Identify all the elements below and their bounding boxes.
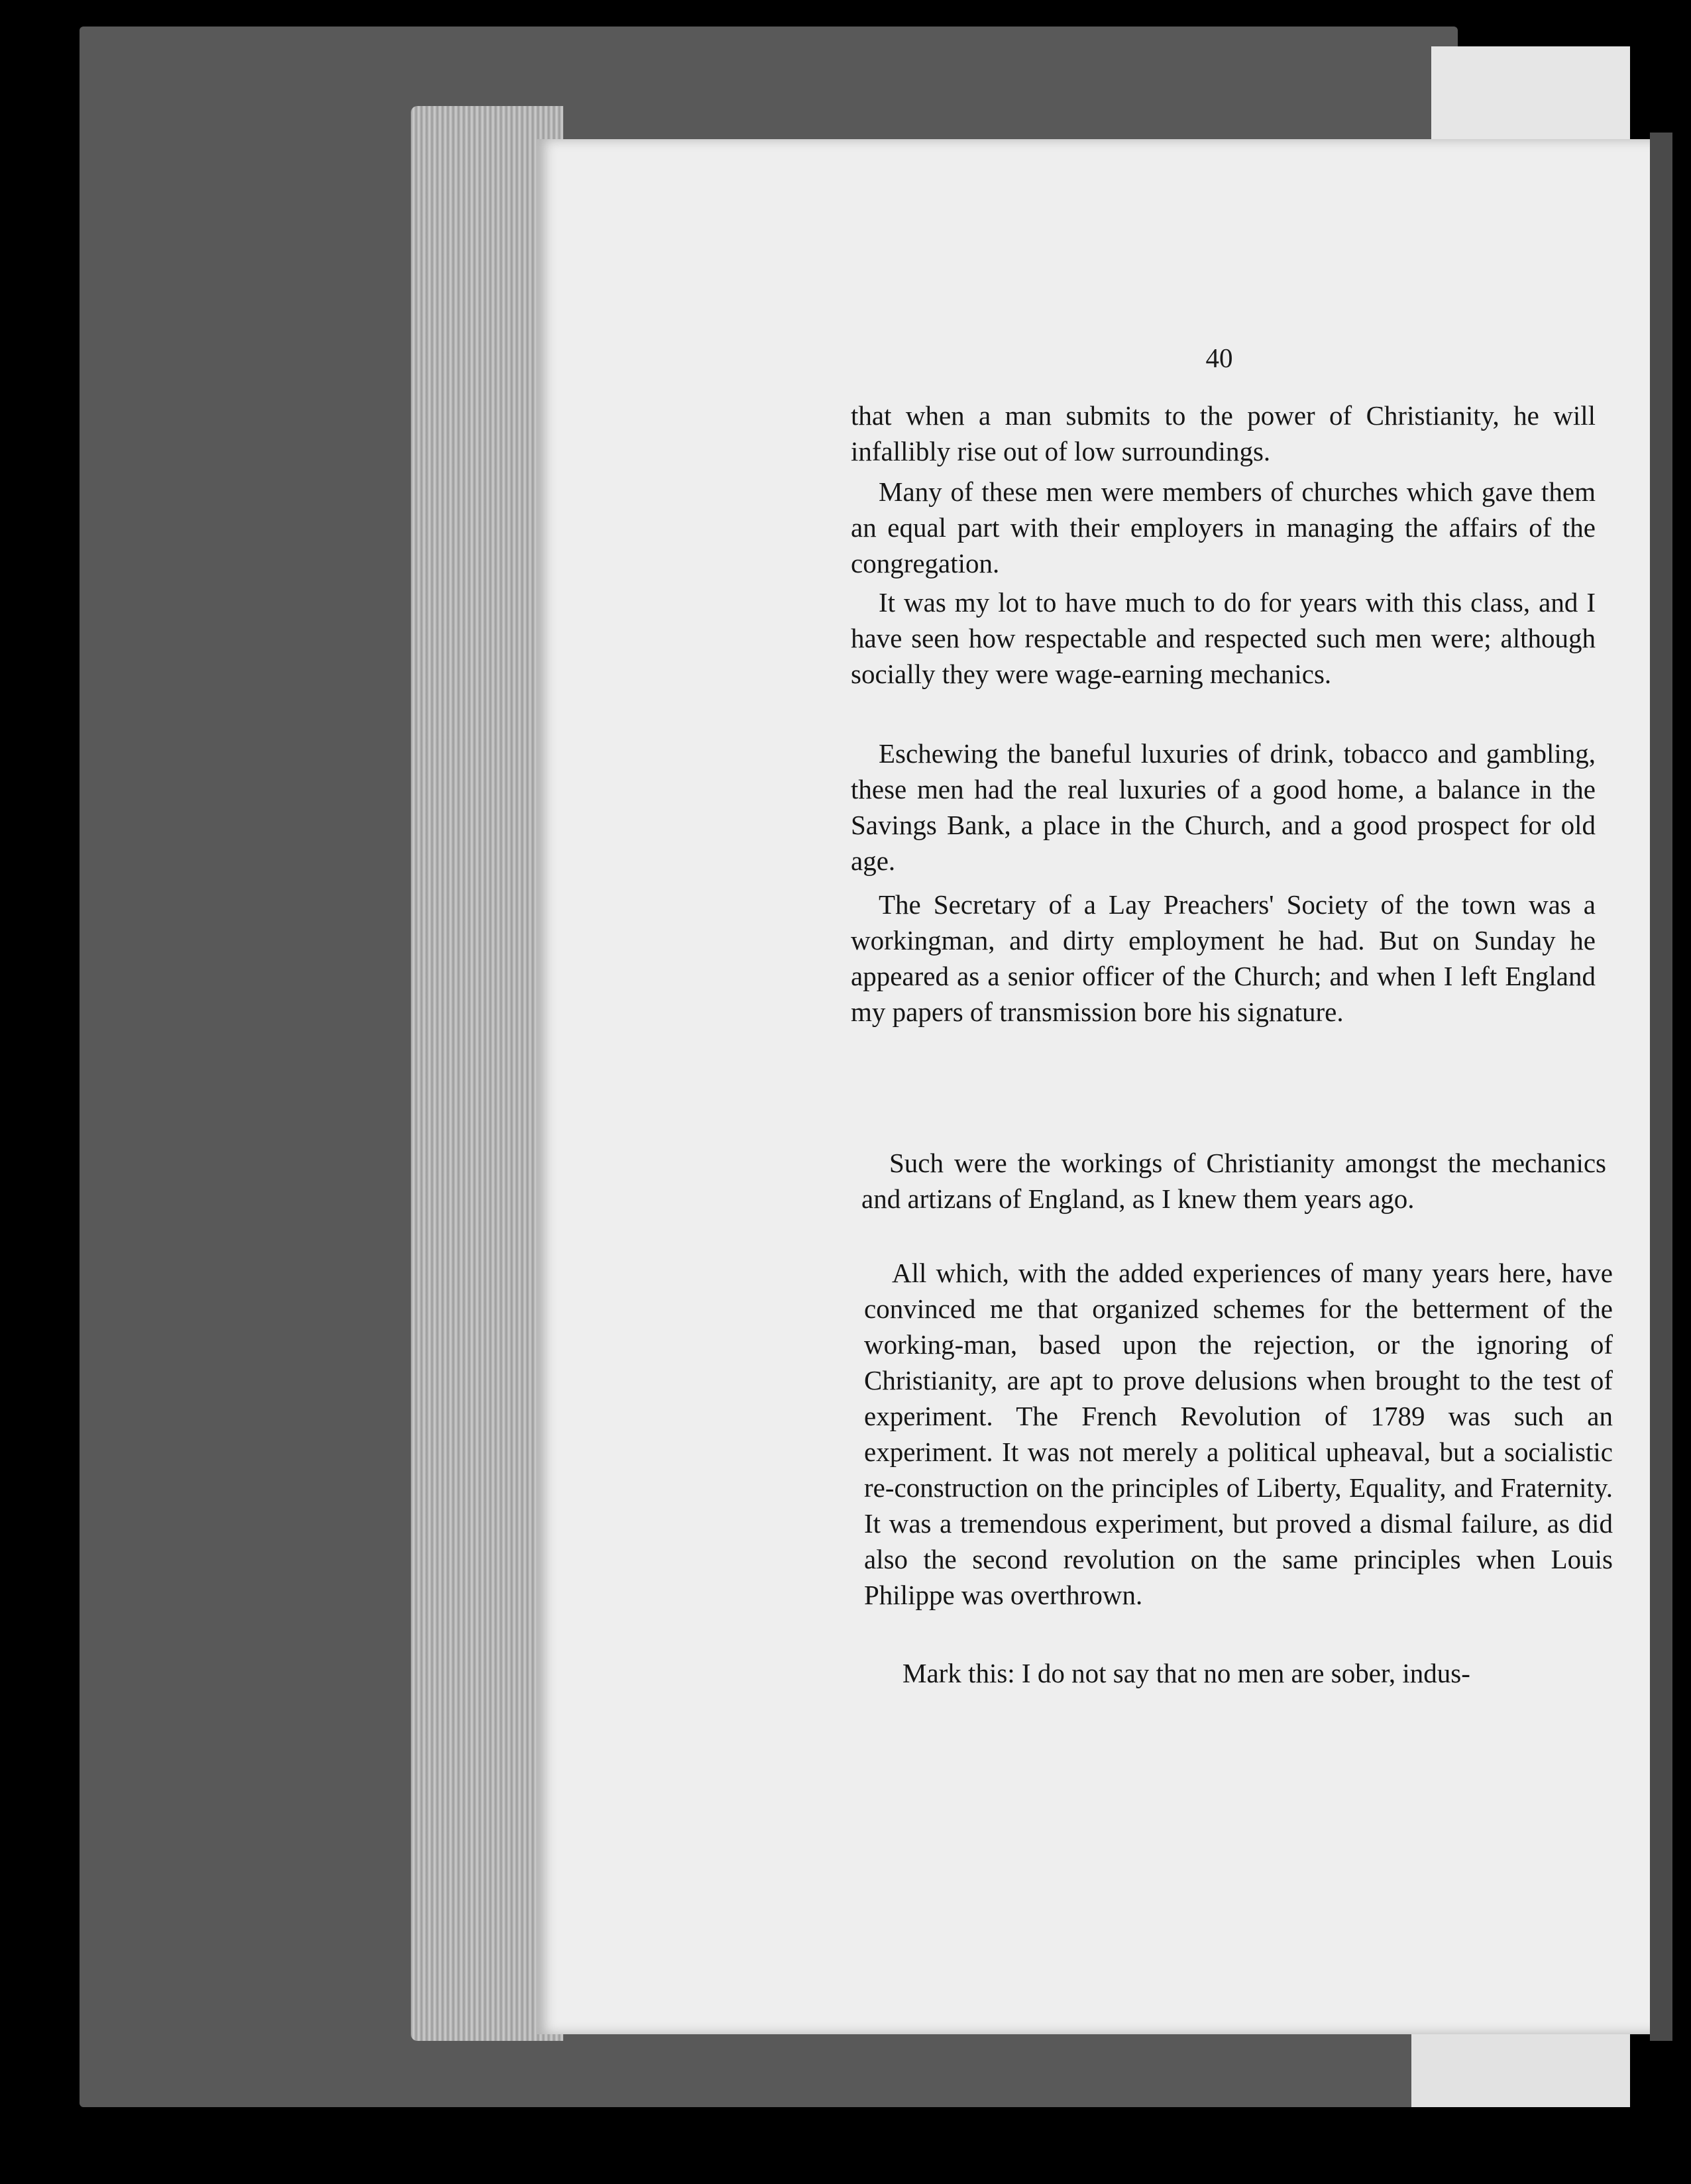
page-right-edge — [1650, 133, 1672, 2041]
paragraph: Mark this: I do not say that no men are sober, indus- — [902, 1658, 1470, 1688]
paragraph: Such were the workings of Christianity amongst the mechanics and artizans of England, as I knew them years ago. — [861, 1148, 1606, 1214]
binding-tab-top — [1431, 46, 1630, 139]
paragraph: Many of these men were members of churches which gave them an equal part with their employers in managing the affairs of the congregation. — [851, 476, 1596, 578]
paragraph: Eschewing the baneful luxuries of drink, tobacco and gambling, these men had the real luxuries of a good home, a balance in the Savings Bank, a place in the Church, and a good prospect for old age. — [851, 738, 1596, 876]
paragraph: The Secretary of a Lay Preachers' Society of the town was a workingman, and dirty employment he had. But on Sunday he appeared as a senior officer of the Church; and when I left England my papers of transmission bore his signature. — [851, 889, 1596, 1027]
paragraph: It was my lot to have much to do for years with this class, and I have seen how respectable and respected such men were; although socially they were wage-earning mechanics. — [851, 587, 1596, 689]
page-number: 40 — [1205, 343, 1233, 373]
paragraph: All which, with the added experiences of many years here, have convinced me that organized schemes for the betterment of the working-man, based upon the rejection, or the ignoring of Christianity, are apt to prove delusions when brought to the test of experiment. The French Revolution of 1789 was such an experiment. It was not merely a political upheaval, but a socialistic re-construction on the principles of Liberty, Equality, and Fraternity. It was a tremendous experiment, but proved a dismal failure, as did also the second revolution on the same principles when Louis Philippe was overthrown. — [864, 1258, 1613, 1610]
paragraph: that when a man submits to the power of Christianity, he will infallibly rise out of low surroundings. — [851, 400, 1596, 466]
